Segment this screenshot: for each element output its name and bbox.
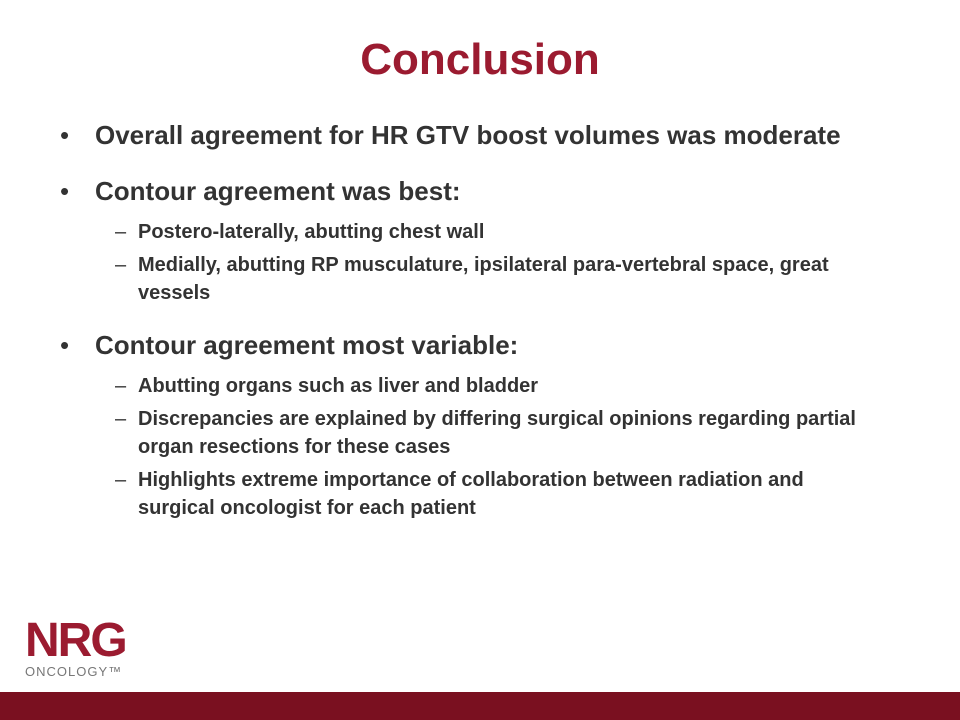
sub-bullet-item (95, 218, 880, 246)
bullet-item (60, 327, 880, 522)
bullet-marker: • (60, 176, 70, 206)
sub-bullet-text: Highlights extreme importance of collaboration between radiation and surgical oncologist for each patient (138, 469, 804, 519)
bullet-marker: • (60, 120, 70, 150)
sub-bullet-list (95, 372, 880, 522)
bullet-text: Overall agreement for HR GTV boost volumes was moderate (95, 120, 841, 150)
sub-bullet-text: Discrepancies are explained by differing surgical opinions regarding partial organ resections for these cases (138, 408, 856, 458)
logo-mark: NRG (25, 614, 126, 667)
sub-bullet-marker: – (115, 408, 127, 430)
sub-bullet-text: Postero-laterally, abutting chest wall (138, 221, 485, 243)
bullet-text: Contour agreement most variable: (95, 330, 519, 360)
slide-title: Conclusion (360, 35, 600, 84)
sub-bullet-marker: – (115, 375, 127, 397)
sub-bullet-item (95, 251, 880, 307)
sub-bullet-marker: – (115, 254, 127, 276)
sub-bullet-item (95, 405, 880, 461)
sub-bullet-item (95, 466, 880, 522)
sub-bullet-text: Abutting organs such as liver and bladder (138, 375, 539, 397)
bullet-item (60, 117, 880, 153)
bullet-marker: • (60, 330, 70, 360)
sub-bullet-list (95, 218, 880, 307)
sub-bullet-marker: – (115, 221, 127, 243)
bullet-text: Contour agreement was best: (95, 176, 461, 206)
sub-bullet-item (95, 372, 880, 400)
footer-bar (0, 692, 960, 720)
logo-subtext: ONCOLOGY™ (25, 664, 123, 679)
sub-bullet-text: Medially, abutting RP musculature, ipsilateral para-vertebral space, great vessels (138, 254, 829, 304)
bullet-list (60, 117, 880, 542)
sub-bullet-marker: – (115, 469, 127, 491)
nrg-oncology-logo (25, 614, 165, 688)
bullet-item (60, 173, 880, 307)
